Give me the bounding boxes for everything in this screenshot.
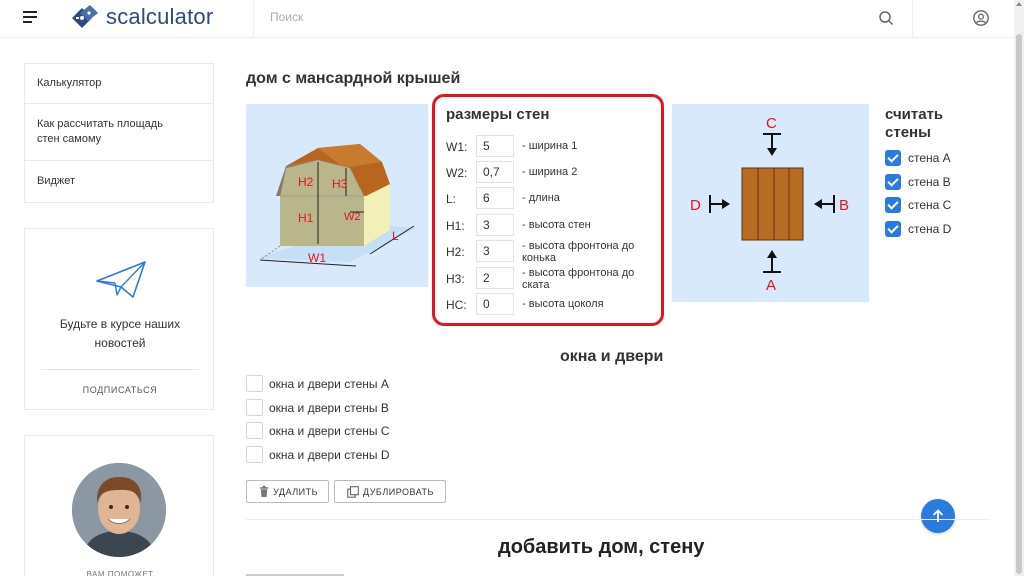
wall-d-checkbox[interactable]	[885, 221, 951, 237]
wall-sizes-panel	[432, 94, 664, 326]
size-desc: - ширина 2	[522, 166, 578, 178]
l-input[interactable]	[476, 187, 514, 209]
plan-label-b: B	[839, 197, 850, 214]
divider	[41, 369, 199, 370]
checkbox-label: стена В	[908, 175, 951, 189]
h3-input[interactable]	[476, 267, 514, 289]
label-h1: H1	[298, 211, 314, 225]
checkbox-unchecked[interactable]	[246, 399, 263, 416]
size-label: W1:	[446, 140, 468, 154]
checkbox-label: окна и двери стены A	[269, 376, 389, 391]
size-label: H3:	[446, 272, 465, 286]
help-card	[24, 435, 214, 576]
size-label: W2:	[446, 166, 468, 180]
paper-plane-icon	[95, 259, 147, 301]
checkbox-label: стена С	[908, 198, 952, 212]
h1-input[interactable]	[476, 214, 514, 236]
checkbox-checked[interactable]	[885, 197, 901, 213]
wall-a-checkbox[interactable]	[885, 150, 951, 166]
sidebar-item-label: Калькулятор	[37, 77, 102, 89]
search-input[interactable]	[270, 10, 830, 24]
user-icon[interactable]	[972, 9, 990, 27]
add-house-title: добавить дом, стену	[498, 536, 705, 558]
checkbox-checked[interactable]	[885, 174, 901, 190]
divider	[246, 519, 990, 520]
size-label: H2:	[446, 245, 465, 259]
newsletter-card	[24, 228, 214, 410]
plan-label-c: C	[766, 115, 777, 132]
site-logo[interactable]	[68, 4, 213, 30]
scroll-thumb[interactable]	[1016, 34, 1022, 574]
label-h2: H2	[298, 175, 314, 189]
w2-input[interactable]	[476, 161, 514, 183]
size-label: HC:	[446, 298, 467, 312]
checkbox-label: стена D	[908, 222, 952, 236]
size-row-hc	[446, 293, 656, 317]
checkbox-label: стена А	[908, 151, 951, 165]
house-diagram	[246, 104, 428, 287]
size-desc: - высота цоколя	[522, 298, 604, 310]
subscribe-link[interactable]: ПОДПИСАТЬСЯ	[82, 385, 158, 395]
help-text: ВАМ ПОМОЖЕТ	[86, 570, 154, 576]
scroll-up-arrow-icon[interactable]	[1016, 2, 1022, 6]
size-desc: - высота фронтона до конька	[522, 240, 635, 264]
wall-b-checkbox[interactable]	[885, 174, 951, 190]
windows-doors-title: окна и двери	[560, 348, 664, 365]
sidebar-item-label: Как рассчитать площадь стен самому	[37, 118, 163, 145]
search-icon[interactable]	[878, 10, 894, 26]
delete-button-label: УДАЛИТЬ	[273, 486, 318, 497]
checkbox-checked[interactable]	[885, 150, 901, 166]
size-row-w2	[446, 161, 656, 185]
sizes-title: размеры стен	[446, 106, 550, 123]
checkbox-label: окна и двери стены C	[269, 423, 390, 438]
windows-wall-c-checkbox[interactable]	[246, 422, 390, 439]
plan-label-d: D	[690, 197, 701, 214]
wall-plan-diagram	[672, 104, 869, 302]
size-label: L:	[446, 192, 457, 206]
size-row-h1	[446, 214, 656, 238]
label-w2: W2	[344, 211, 361, 223]
copy-icon	[347, 486, 359, 498]
size-desc: - ширина 1	[522, 140, 578, 152]
windows-wall-d-checkbox[interactable]	[246, 446, 390, 463]
sidebar-item-label: Виджет	[37, 175, 76, 187]
checkbox-checked[interactable]	[885, 221, 901, 237]
size-desc: - длина	[522, 192, 560, 204]
windows-wall-a-checkbox[interactable]	[246, 375, 389, 392]
w1-input[interactable]	[476, 135, 514, 157]
checkbox-label: окна и двери стены D	[269, 447, 390, 462]
sidebar-item-widget[interactable]	[25, 161, 213, 202]
trash-icon	[259, 485, 269, 498]
hc-input[interactable]	[476, 293, 514, 315]
page-title: дом с мансардной крышей	[246, 70, 461, 87]
checkbox-label: окна и двери стены B	[269, 400, 389, 415]
sidebar-item-calculator[interactable]	[25, 64, 213, 104]
size-row-w1	[446, 135, 656, 159]
menu-icon[interactable]	[23, 11, 37, 23]
sidebar-item-how-to[interactable]	[25, 104, 213, 161]
page-scrollbar[interactable]	[1014, 0, 1024, 576]
newsletter-text: Будьте в курсе наших новостей	[59, 317, 181, 350]
walls-title: считать стены	[885, 106, 944, 141]
label-l: L	[392, 229, 399, 243]
size-desc: - высота стен	[522, 219, 591, 231]
plan-label-a: A	[766, 277, 777, 294]
scroll-to-top-button[interactable]	[921, 499, 955, 533]
label-h3: H3	[332, 177, 348, 191]
size-row-l	[446, 187, 656, 211]
delete-button[interactable]	[246, 480, 329, 503]
search-box	[253, 0, 913, 38]
avatar	[72, 463, 166, 557]
checkbox-unchecked[interactable]	[246, 375, 263, 392]
logo-icon	[68, 4, 102, 30]
duplicate-button-label: ДУБЛИРОВАТЬ	[363, 486, 434, 497]
size-desc: - высота фронтона до ската	[522, 267, 635, 291]
size-label: H1:	[446, 219, 465, 233]
size-row-h3	[446, 267, 656, 291]
sidebar-menu	[24, 63, 214, 203]
wall-c-checkbox[interactable]	[885, 197, 951, 213]
size-row-h2	[446, 240, 656, 264]
label-w1: W1	[308, 251, 326, 265]
duplicate-button[interactable]	[334, 480, 446, 503]
arrow-up-icon	[932, 509, 944, 523]
logo-text: scalculator	[106, 4, 214, 29]
h2-input[interactable]	[476, 240, 514, 262]
checkbox-unchecked[interactable]	[246, 446, 263, 463]
windows-wall-b-checkbox[interactable]	[246, 399, 389, 416]
checkbox-unchecked[interactable]	[246, 422, 263, 439]
top-header	[0, 0, 1014, 38]
